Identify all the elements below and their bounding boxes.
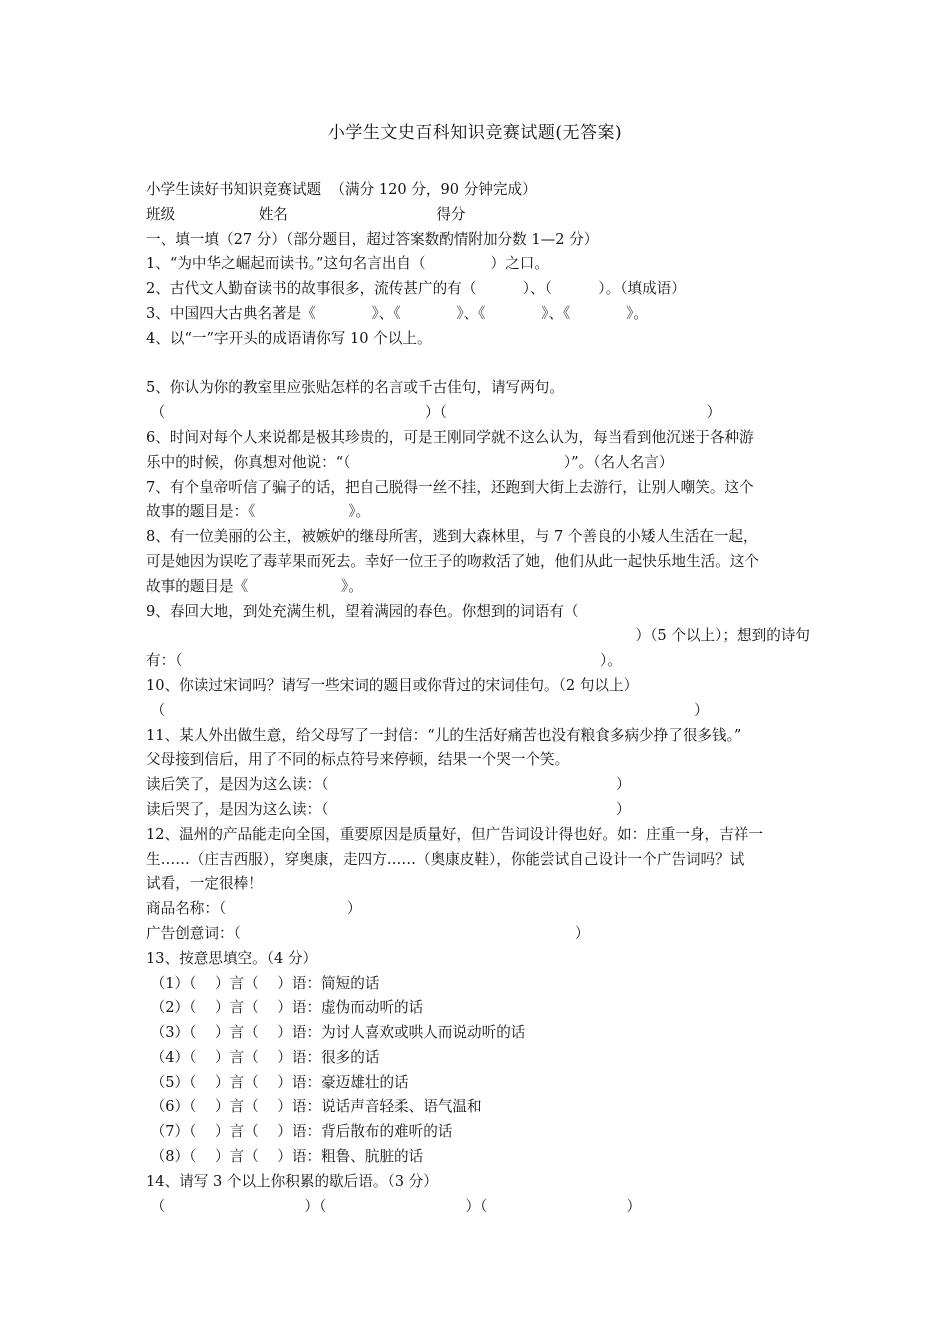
text-line: 3、中国四大古典名著是《 》、《 》、《 》、《 》。 <box>146 304 648 322</box>
text-line: （5）（ ）言（ ）语：豪迈雄壮的话 <box>146 1073 409 1091</box>
text-line: 小学生读好书知识竞赛试题 （满分 120 分，90 分钟完成） <box>146 181 537 198</box>
text-line: 14、请写 3 个以上你积累的歇后语。（3 分） <box>146 1172 438 1190</box>
text-line: 试看，一定很棒！ <box>146 875 263 893</box>
text-line: 广告创意词：（ ） <box>146 924 590 942</box>
text-line: 可是她因为误吃了毒苹果而死去。幸好一位王子的吻救活了她，他们从此一起快乐地生活。这个 <box>146 552 759 570</box>
text-line: 班级 姓名 得分 <box>146 205 466 223</box>
text-line: 商品名称：（ ） <box>146 900 362 918</box>
text-line: 8、有一位美丽的公主，被嫉妒的继母所害，逃到大森林里，与 7 个善良的小矮人生活在一起， <box>146 528 758 546</box>
text-line: 10、你读过宋词吗？请写一些宋词的题目或你背过的宋词佳句。（2 句以上） <box>146 676 639 694</box>
text-line: 11、某人外出做生意，给父母写了一封信：“儿的生活好痛苦也没有粮食多病少挣了很多钱。” <box>146 726 742 744</box>
text-line: 4、以“一”字开头的成语请你写 10 个以上。 <box>146 329 432 347</box>
text-line: （2）（ ）言（ ）语：虚伪而动听的话 <box>146 999 424 1017</box>
text-line: 乐中的时候，你真想对他说：“（ ）”。（名人名言） <box>146 453 674 471</box>
text-line: 13、按意思填空。（4 分） <box>146 949 318 967</box>
text-line: 父母接到信后，用了不同的标点符号来停顿，结果一个哭一个笑。 <box>146 751 570 769</box>
text-line: 2、古代文人勤奋读书的故事很多，流传甚广的有（ ）、（ ）。（填成语） <box>146 280 686 298</box>
text-line: 9、春回大地，到处充满生机，望着满园的春色。你想到的词语有（ <box>146 602 579 620</box>
document-body <box>146 178 810 1219</box>
text-line: 1、“为中华之崛起而读书。”这句名言出自（ ）之口。 <box>146 255 549 273</box>
text-line: 有：（ ）。 <box>146 652 622 670</box>
text-line: 生……（庄吉西服），穿奥康，走四方……（奥康皮鞋），你能尝试自己设计一个广告词吗？试 <box>146 850 745 868</box>
text-line: 读后笑了，是因为这么读：（ ） <box>146 776 631 794</box>
text-line: （3）（ ）言（ ）语：为讨人喜欢或哄人而说动听的话 <box>146 1024 526 1042</box>
document-title: 小学生文史百科知识竞赛试题(无答案) <box>327 123 623 143</box>
text-line: 故事的题目是《 》。 <box>146 577 363 595</box>
text-line: （7）（ ）言（ ）语：背后散布的难听的话 <box>146 1123 453 1141</box>
text-line: （4）（ ）言（ ）语：很多的话 <box>146 1048 380 1066</box>
text-line: 7、有个皇帝听信了骗子的话，把自己脱得一丝不挂，还跑到大街上去游行，让别人嘲笑。这个 <box>146 478 754 496</box>
text-line: （ ）（ ）（ ） <box>146 1197 642 1215</box>
text-line: 故事的题目是：《 》。 <box>146 503 371 521</box>
blank-line <box>146 352 810 377</box>
text-line: 读后哭了，是因为这么读：（ ） <box>146 800 631 818</box>
text-line: ）（5 个以上）；想到的诗句 <box>635 627 810 645</box>
text-line: 6、时间对每个人来说都是极其珍贵的，可是王刚同学就不这么认为，每当看到他沉迷于各种游 <box>146 428 754 446</box>
text-line: 5、你认为你的教室里应张贴怎样的名言或千古佳句，请写两句。 <box>146 379 564 397</box>
text-line: （ ） <box>146 701 709 719</box>
text-line: （6）（ ）言（ ）语：说话声音轻柔、语气温和 <box>146 1098 482 1116</box>
text-line: 12、温州的产品能走向全国，重要原因是质量好，但广告词设计得也好。如：庄重一身，吉祥一 <box>146 825 763 843</box>
text-line: （1）（ ）言（ ）语：简短的话 <box>146 974 380 992</box>
text-line: 一、填一填（27 分）（部分题目，超过答案数酌情附加分数 1—2 分） <box>146 230 599 248</box>
text-line: （ ）（ ） <box>146 404 722 422</box>
text-line: （8）（ ）言（ ）语：粗鲁、肮脏的话 <box>146 1148 424 1166</box>
